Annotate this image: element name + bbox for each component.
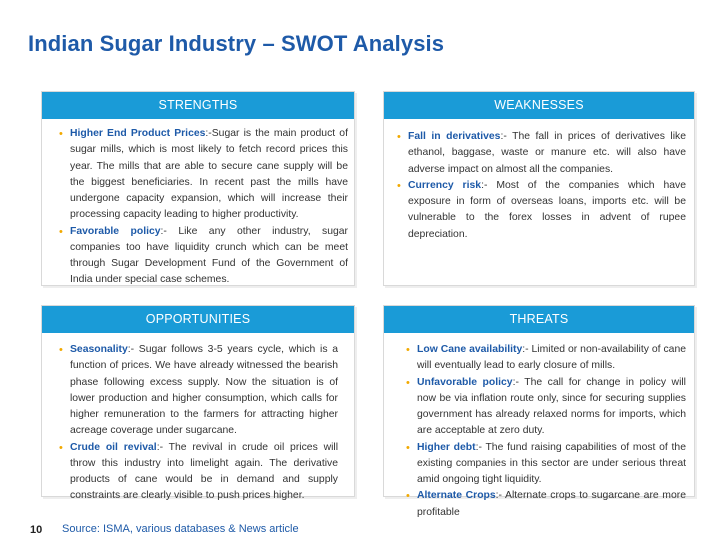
bullet-icon: • (59, 128, 63, 140)
item-text: :- Most of the companies which have exposure in form of overseas loans, imports etc. will be vulnerable to the forex losses in advent of rupee depreciation. (408, 179, 687, 240)
item-term: Higher debt (417, 441, 476, 453)
item-text: :- The call for change in policy will now be via inflation route only, since for securing supplies government has already relaxed norms for imports, which are acceptable at zero duty. (417, 376, 686, 437)
item-term: Low Cane availability (417, 344, 523, 355)
source-note: Source: ISMA, various databases & News article (62, 523, 299, 535)
list-item (59, 224, 348, 289)
strengths-box (41, 91, 355, 286)
opportunities-box (41, 305, 355, 502)
weaknesses-header: WEAKNESSES (384, 92, 694, 119)
list-item (406, 440, 686, 489)
list-item (397, 178, 686, 243)
item-text: :- The revival in crude oil prices will throw this industry into limelight again. The derivative products of cane would be in demand and supply constraints are clearly visible to push prices higher. (70, 441, 338, 502)
item-term: Fall in derivatives (408, 131, 501, 142)
item-term: Seasonality (70, 344, 128, 355)
bullet-icon: • (406, 441, 410, 454)
item-term: Crude oil revival (70, 441, 157, 453)
item-text: :- The fund raising capabilities of most of the existing companies in this sector are under serious threat amid ongoing tight liquidity. (417, 441, 686, 485)
weaknesses-list (397, 129, 686, 243)
item-text: :- Limited or non-availability of cane will eventually lead to early closure of mills. (417, 344, 687, 372)
strengths-header: STRENGTHS (42, 92, 354, 119)
bullet-icon: • (59, 225, 63, 238)
page-title: Indian Sugar Industry – SWOT Analysis (28, 31, 445, 56)
list-item (397, 129, 686, 178)
item-term: Favorable policy (70, 225, 161, 237)
bullet-icon: • (397, 131, 401, 143)
list-item (59, 342, 338, 440)
item-term: Alternate Crops (417, 490, 496, 502)
bullet-icon: • (397, 179, 401, 192)
bullet-icon: • (59, 441, 63, 454)
opportunities-header: OPPORTUNITIES (42, 306, 354, 333)
strengths-list (59, 126, 348, 289)
threats-header: THREATS (384, 306, 694, 333)
bullet-icon: • (406, 376, 410, 389)
list-item (406, 488, 686, 521)
item-text: :- The fall in prices of derivatives like ethanol, baggase, waste or manure etc. will also have adverse impact on almost all the companies. (408, 131, 686, 175)
item-text: :- Sugar follows 3-5 years cycle, which is a function of prices. We have already witnessed the bearish phase following excess supply. Now the situation is of lower production and higher consumption, which calls for higher remuneration to the farmers for attracting higher acreage coverage under sugarcane. (70, 344, 338, 437)
page-number: 10 (30, 524, 43, 536)
item-text: :- Like any other industry, sugar companies too have liquidity crunch which can be meet through Sugar Development Fund of the Government of India under special case schemes. (70, 225, 348, 286)
list-item (406, 375, 686, 440)
threats-list (406, 342, 686, 521)
item-term: Higher End Product Prices (70, 128, 206, 139)
list-item (59, 440, 338, 505)
item-text: :- Alternate crops to sugarcane are more profitable (417, 490, 686, 518)
weaknesses-box (383, 91, 695, 286)
item-term: Currency risk (408, 179, 482, 191)
bullet-icon: • (406, 490, 410, 503)
list-item (406, 342, 686, 375)
item-term: Unfavorable policy (417, 376, 513, 388)
threats-box (383, 305, 695, 518)
bullet-icon: • (406, 344, 410, 356)
opportunities-list (59, 342, 338, 505)
item-text: :-Sugar is the main product of sugar mills, which is most likely to fetch record prices this year. The mills that are able to secure cane supply will be the biggest beneficiaries. In recent past the mills have undergone capacity expansion, which will increase their processing capacity leading to higher productivity. (70, 128, 348, 221)
bullet-icon: • (59, 344, 63, 356)
list-item (59, 126, 348, 224)
